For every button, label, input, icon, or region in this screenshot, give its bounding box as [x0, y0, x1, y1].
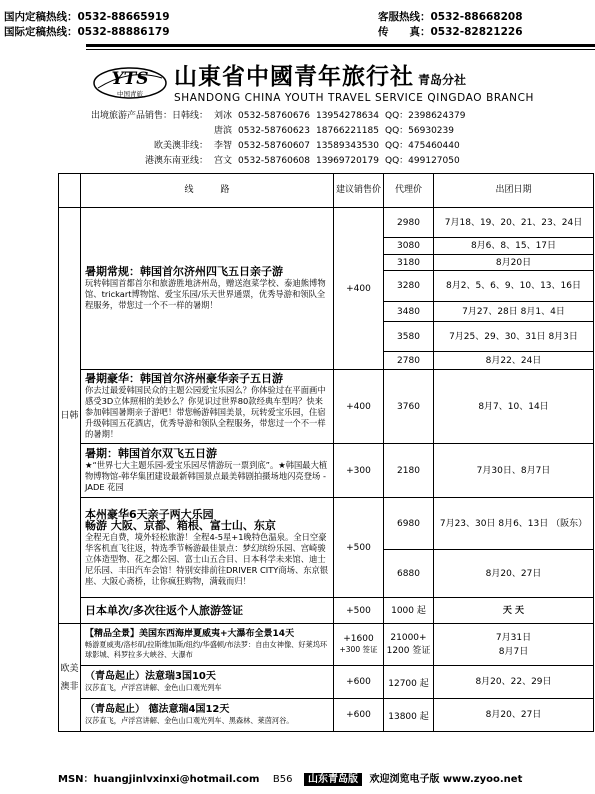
agent-price: 1000 起	[384, 598, 434, 624]
contact-qq: QQ：2398624379	[385, 111, 466, 121]
route-desc: 汉莎直飞，卢浮宫讲解、金色山口观光列车、黑森林、莱茵河谷。	[85, 715, 294, 725]
header-rule-thin	[86, 49, 595, 50]
region-europe: 欧美澳非	[59, 624, 81, 732]
depart-dates: 8月22、24日	[434, 352, 594, 370]
agent-price: 6980	[384, 498, 434, 550]
depart-dates: 7月18、19、20、21、23、24日	[434, 208, 594, 238]
depart-dates: 8月7、10、14日	[434, 370, 594, 444]
contact-mobile: 18766221185	[316, 126, 379, 136]
edition-badge: 山东青岛版	[304, 773, 362, 786]
depart-date: 7月31日	[495, 632, 532, 643]
agent-price-tour: 21000+	[390, 633, 427, 643]
service-hotline: 客服热线：0532-88668208	[378, 11, 523, 23]
brand-name-cn: 山東省中國青年旅行社	[174, 63, 414, 90]
header-rule-top	[86, 44, 595, 47]
depart-dates: 7月23、30日 8月6、13日 （阪东）	[434, 498, 594, 550]
route-title: （青岛起止） 德法意瑞4国12天	[85, 704, 230, 716]
agent-price: 3580	[384, 322, 434, 352]
contact-name: 宫文	[214, 156, 233, 166]
contact-mobile: 13589343530	[316, 141, 379, 151]
route-title: 暑期豪华：韩国首尔济州豪华亲子五日游	[85, 372, 283, 386]
contact-name: 唐滨	[214, 126, 233, 136]
contact-qq: QQ：499127050	[385, 156, 460, 166]
suggest-price-visa: +300 签证	[339, 645, 378, 654]
route-cell	[81, 624, 334, 666]
agent-price: 12700 起	[384, 666, 434, 699]
depart-dates: 7月25、29、30、31日 8月3日	[434, 322, 594, 352]
contact-qq: QQ：475460440	[385, 141, 460, 151]
contact-label: 欧美澳非线：	[154, 141, 209, 151]
route-title: 暑期：韩国首尔双飞五日游	[85, 447, 217, 461]
depart-dates: 7月30日、8月7日	[434, 444, 594, 498]
table-row	[59, 624, 594, 666]
route-cell	[81, 498, 334, 598]
agent-price: 2180	[384, 444, 434, 498]
suggest-price: +300	[334, 444, 384, 498]
route-title: 暑期常规：韩国首尔济州四飞五日亲子游	[85, 265, 283, 279]
contact-tel: 0532-58760608	[238, 156, 310, 166]
table-row	[59, 208, 594, 238]
contact-row	[88, 139, 468, 154]
contact-row	[88, 109, 468, 124]
agent-price: 3280	[384, 271, 434, 302]
table-header-row	[59, 174, 594, 208]
agent-price	[384, 624, 434, 666]
route-title: （青岛起止）法意瑞3国10天	[85, 671, 216, 683]
brand-name	[174, 58, 466, 91]
table-row	[59, 370, 594, 444]
table-row	[59, 666, 594, 699]
agent-price: 6880	[384, 550, 434, 598]
route-title: 【精品全景】美国东西海岸夏威夷+大瀑布全景14天	[85, 628, 295, 639]
depart-dates: 8月20日	[434, 255, 594, 271]
route-cell	[81, 598, 334, 624]
agent-price-visa: 1200 签证	[386, 646, 431, 656]
route-desc: 你去过最爱韩国民众的主题公园爱宝乐园么？你体验过在平面画中感受3D立体照相的美妙么？你见识过世界80款经典车型吗？快来参加韩国暑期亲子游吧！带您畅游韩国美景，玩转爱宝乐园，住宿升级韩国五花酒店，优秀导游和领队全程服务，带您过一个不一样的暑期！	[85, 384, 326, 439]
agent-price: 2780	[384, 352, 434, 370]
agent-price: 3760	[384, 370, 434, 444]
depart-date: 8月7日	[498, 646, 529, 657]
route-cell	[81, 370, 334, 444]
contact-mobile: 13954278634	[316, 111, 379, 121]
table-row	[59, 598, 594, 624]
route-desc: ★“世界七大主题乐园-爱宝乐园尽情游玩一票到底”。★韩国最大植物博物馆-韩华集团建设最新韩国景点最美韩剧拍摄场地闪亮登场 -JADE 花园	[85, 459, 328, 492]
route-subtitle: 畅游 大阪、京都、箱根、富士山、东京	[85, 519, 276, 532]
contact-tel: 0532-58760623	[238, 126, 310, 136]
contact-qq: QQ：56930239	[385, 126, 454, 136]
header-route: 线 路	[81, 174, 334, 208]
logo-subtitle: 中国青旅	[117, 90, 143, 98]
agent-price: 3080	[384, 238, 434, 255]
suggest-price: +400	[334, 370, 384, 444]
route-cell	[81, 666, 334, 699]
region-japan-korea: 日韩	[59, 208, 81, 624]
contact-tel: 0532-58760676	[238, 111, 310, 121]
route-desc: 汉莎直飞，卢浮宫讲解、金色山口观光列车	[85, 682, 222, 692]
suggest-price: +600	[334, 666, 384, 699]
route-title: 日本单次/多次往返个人旅游签证	[85, 603, 244, 617]
table-row	[59, 444, 594, 498]
route-desc: 畅游夏威夷/洛杉矶/拉斯维加斯/纽约/华盛顿/布法罗：自由女神像、好莱坞环球影城、科罗拉多大峡谷、大瀑布	[85, 640, 328, 660]
depart-dates: 7月27、28日 8月1、4日	[434, 302, 594, 322]
agent-price: 13800 起	[384, 699, 434, 732]
fax-number: 传 真：0532-82821226	[378, 26, 523, 38]
agent-price: 3180	[384, 255, 434, 271]
agent-price: 3480	[384, 302, 434, 322]
contact-tel: 0532-58760607	[238, 141, 310, 151]
depart-dates	[434, 624, 594, 666]
route-title: 本州豪华6天亲子两大乐园	[85, 507, 214, 521]
sales-contacts	[88, 109, 468, 169]
logo-letters: YTS	[111, 69, 149, 89]
contact-row	[88, 124, 468, 139]
route-cell	[81, 208, 334, 370]
suggest-price: +400	[334, 208, 384, 370]
depart-dates: 8月20、27日	[434, 699, 594, 732]
suggest-price-tour: +1600	[343, 634, 374, 644]
contact-label: 港澳东南亚线：	[145, 156, 209, 166]
page-number: B56	[272, 774, 293, 785]
suggest-price: +500	[334, 598, 384, 624]
header-blank	[59, 174, 81, 208]
website-slogan: 欢迎浏览电子版 www.zyoo.net	[369, 774, 523, 785]
contact-label: 出境旅游产品销售：日韩线：	[91, 111, 209, 121]
depart-dates: 8月2、5、6、9、10、13、16日	[434, 271, 594, 302]
table-row	[59, 498, 594, 550]
contact-name: 李智	[214, 141, 233, 151]
route-desc: 玩转韩国首都首尔和旅游胜地济州岛，赠送泡菜学校、泰迪熊博物馆、trickart博物馆、爱宝乐园/乐天世界通票，优秀导游和领队全程服务，带您过一个不一样的暑期！	[85, 277, 326, 310]
route-desc: 全程无自费，境外轻松旅游！全程4-5星+1晚特色温泉。全日空豪华客机直飞往返，特选季节畅游最佳景点：梦幻缤纷乐园、宫崎骏立体造型物、花之都公园、富士山五合目、日本科学未来馆、迪士尼乐园、丰田汽车会馆！特别安排前往DRIVER CITY商场、东京银座、大阪心斋桥，让你疯狂购物，满载而归！	[85, 531, 329, 586]
contact-label	[88, 124, 211, 139]
page-footer	[58, 770, 522, 785]
suggest-price	[334, 624, 384, 666]
header-suggest: 建议销售价	[334, 174, 384, 208]
agent-price: 2980	[384, 208, 434, 238]
depart-dates: 8月20、22、29日	[434, 666, 594, 699]
route-cell	[81, 444, 334, 498]
suggest-price: +600	[334, 699, 384, 732]
domestic-hotline: 国内定稿热线：0532-88665919	[4, 11, 170, 23]
suggest-price: +500	[334, 498, 384, 598]
route-price-table	[58, 173, 594, 732]
international-hotline: 国际定稿热线：0532-88886179	[4, 26, 170, 38]
table-row	[59, 699, 594, 732]
contact-mobile: 13969720179	[316, 156, 379, 166]
header-agent: 代理价	[384, 174, 434, 208]
brand-branch: 青岛分社	[418, 73, 467, 87]
header-dates: 出团日期	[434, 174, 594, 208]
cyts-logo	[92, 64, 168, 102]
brand-name-en: SHANDONG CHINA YOUTH TRAVEL SERVICE QINGDAO BRANCH	[174, 92, 535, 104]
contact-row	[88, 154, 468, 169]
contact-name: 刘冰	[214, 111, 233, 121]
depart-dates: 天 天	[434, 598, 594, 624]
depart-dates: 8月6、8、15、17日	[434, 238, 594, 255]
msn-contact: MSN：huangjinlvxinxi@hotmail.com	[58, 774, 260, 785]
depart-dates: 8月20、27日	[434, 550, 594, 598]
route-cell	[81, 699, 334, 732]
